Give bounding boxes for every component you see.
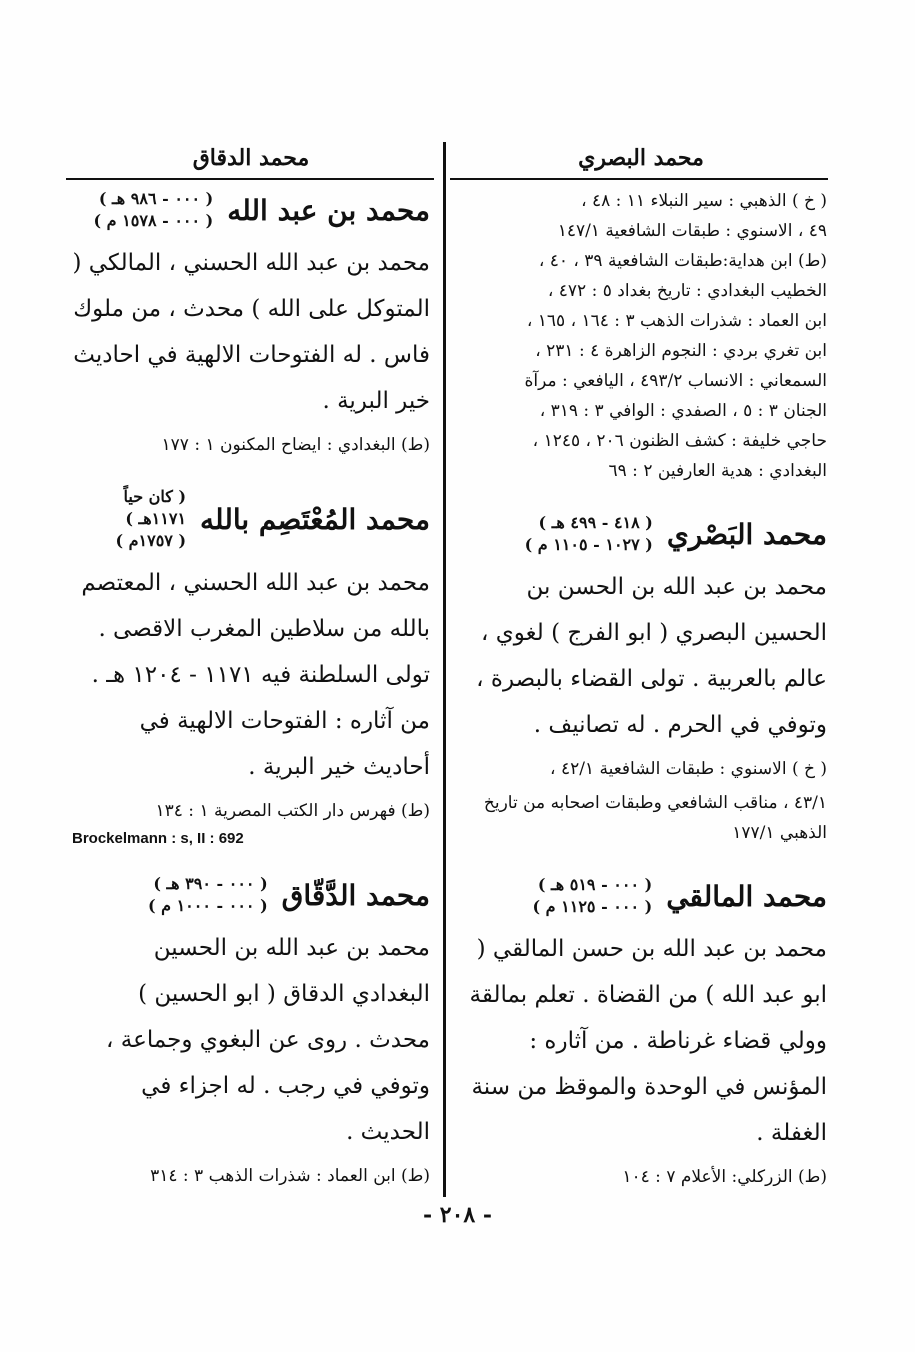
latin-reference: Brockelmann : s, II : 692 [72, 830, 244, 847]
biography-entry [455, 874, 827, 1192]
reference-line: الجنان ٣ : ٥ ، الصفدي : الوافي ٣ : ٣١٩ ، [539, 401, 827, 421]
entry-dates [148, 873, 268, 917]
entry-dates [94, 188, 214, 232]
right-column [455, 140, 827, 1192]
entry-heading [455, 874, 827, 918]
entry-heading [72, 486, 430, 552]
entry-body: محمد بن عبد الله بن الحسن بن الحسين البصري ( ابو الفرج ) لغوي ، عالم بالعربية . تولى القضاء بالبصرة ، وتوفي في الحرم . له تصانيف . [476, 574, 827, 738]
entry-name: محمد البَصْري [666, 517, 827, 551]
reference-line: الخطيب البغدادي : تاريخ بغداد ٥ : ٤٧٢ ، [547, 281, 827, 301]
hijri-dates: ( كان حياً ١١٧١هـ ) [123, 487, 187, 528]
gregorian-dates: ( ٠٠٠ - ١١٢٥ م ) [532, 897, 653, 916]
reference-line: ابن العماد : شذرات الذهب ٣ : ١٦٤ ، ١٦٥ ، [526, 311, 827, 331]
entry-body: محمد بن عبد الله الحسني ، المعتصم بالله من سلاطين المغرب الاقصى . تولى السلطنة فيه ١١٧١ - ١٢٠٤ هـ . من آثاره : الفتوحات الالهية في أحاديث خير البرية . [81, 570, 430, 780]
reference-line: ابن تغري بردي : النجوم الزاهرة ٤ : ٢٣١ ، [535, 341, 827, 361]
hijri-dates: ( ٤١٨ - ٤٩٩ هـ ) [538, 513, 653, 532]
gregorian-dates: ( ٠٠٠ - ١٠٠٠ م ) [147, 896, 268, 915]
entry-dates [72, 486, 186, 552]
entry-heading [72, 188, 430, 232]
reference-line: (ط) ابن هداية:طبقات الشافعية ٣٩ ، ٤٠ ، [538, 251, 827, 271]
entry-name: محمد بن عبد الله [227, 193, 430, 227]
entry-sources: (ط) فهرس دار الكتب المصرية ١ : ١٣٤ [155, 801, 430, 821]
biography-entry [455, 512, 827, 848]
page-number: - ٢٠٨ - [422, 1202, 493, 1228]
column-divider [443, 142, 446, 1197]
gregorian-dates: ( ١٧٥٧م ) [115, 531, 187, 550]
biography-entry [72, 486, 430, 847]
running-header-right: محمد البصري [578, 145, 704, 171]
entry-body: محمد بن عبد الله الحسني ، المالكي ( المتوكل على الله ) محدث ، من ملوك فاس . له الفتوحات الالهية في احاديث خير البرية . [72, 250, 430, 414]
entry-sources: ( خ ) الاسنوي : طبقات الشافعية ٤٢/١ ، [550, 759, 827, 779]
hijri-dates: ( ٠٠٠ - ٩٨٦ هـ ) [98, 189, 214, 208]
reference-line: حاجي خليفة : كشف الظنون ٢٠٦ ، ١٢٤٥ ، [532, 431, 827, 451]
running-header-left: محمد الدقاق [192, 145, 310, 171]
entry-sources: (ط) ابن العماد : شذرات الذهب ٣ : ٣١٤ [150, 1166, 430, 1186]
biography-entry [72, 873, 430, 1191]
biography-entry [72, 188, 430, 460]
entry-sources: ٤٣/١ ، مناقب الشافعي وطبقات اصحابه من تاريخ الذهبي ١٧٧/١ [483, 793, 827, 843]
entry-name: محمد الدَّقّاق [281, 878, 430, 912]
entry-sources: (ط) البغدادي : ايضاح المكنون ١ : ١٧٧ [161, 435, 430, 455]
reference-line: السمعاني : الانساب ٤٩٣/٢ ، اليافعي : مرآة [524, 371, 827, 391]
gregorian-dates: ( ١٠٢٧ - ١١٠٥ م ) [524, 535, 653, 554]
hijri-dates: ( ٠٠٠ - ٥١٩ هـ ) [537, 875, 653, 894]
entry-name: محمد المُعْتَصِم بالله [200, 502, 430, 536]
reference-line: البغدادي : هدية العارفين ٢ : ٦٩ [608, 461, 827, 481]
hijri-dates: ( ٠٠٠ - ٣٩٠ هـ ) [153, 874, 268, 893]
reference-line: ٤٩ ، الاسنوي : طبقات الشافعية ١٤٧/١ [557, 221, 827, 241]
entry-sources: (ط) الزركلي: الأعلام ٧ : ١٠٤ [622, 1167, 827, 1187]
entry-body: محمد بن عبد الله بن الحسين البغدادي الدقاق ( ابو الحسين ) محدث . روى عن البغوي وجماعة ، وتوفي في رجب . له اجزاء في الحديث . [106, 935, 430, 1145]
entry-name: محمد المالقي [666, 879, 827, 913]
entry-heading [72, 873, 430, 917]
entry-dates [533, 874, 653, 918]
entry-dates [525, 512, 653, 556]
entry-body: محمد بن عبد الله بن حسن المالقي ( ابو عبد الله ) من القضاة . تعلم بمالقة وولي قضاء غرناطة . من آثاره : المؤنس في الوحدة والموقظ من سنة الغفلة . [469, 936, 827, 1146]
gregorian-dates: ( ٠٠٠ - ١٥٧٨ م ) [93, 211, 214, 230]
left-column [72, 140, 430, 1191]
entry-heading [455, 512, 827, 556]
reference-line: ( خ ) الذهبي : سير النبلاء ١١ : ٤٨ ، [581, 191, 827, 211]
